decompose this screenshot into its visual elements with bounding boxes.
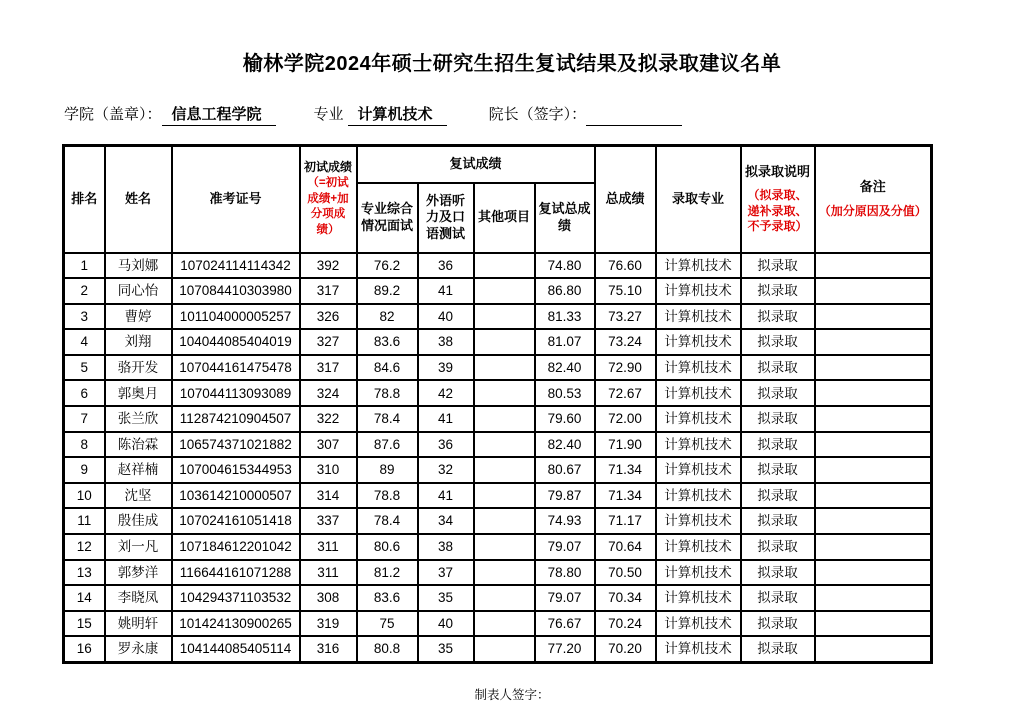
- cell-rank: 9: [64, 457, 105, 483]
- cell-remark: [815, 406, 932, 432]
- cell-foreign_language: 36: [418, 253, 474, 279]
- cell-initial_score: 316: [300, 636, 357, 662]
- cell-foreign_language: 35: [418, 585, 474, 611]
- cell-foreign_language: 35: [418, 636, 474, 662]
- table-row: [64, 585, 932, 611]
- college-label: 学院（盖章）：: [64, 106, 162, 123]
- cell-total_score: 72.90: [595, 355, 656, 381]
- cell-total_score: 71.17: [595, 508, 656, 534]
- cell-total_score: 70.64: [595, 534, 656, 560]
- cell-other_items: [474, 611, 535, 637]
- college-value: 信息工程学院: [162, 103, 276, 126]
- cell-retest_total: 79.87: [535, 483, 595, 509]
- cell-name: 姚明轩: [105, 611, 172, 637]
- cell-admission_major: 计算机技术: [656, 508, 741, 534]
- header-total-score: 总成绩: [595, 146, 656, 253]
- cell-initial_score: 319: [300, 611, 357, 637]
- header-exam-id: 准考证号: [172, 146, 300, 253]
- cell-admission_major: 计算机技术: [656, 304, 741, 330]
- cell-initial_score: 324: [300, 380, 357, 406]
- cell-foreign_language: 36: [418, 432, 474, 458]
- header-other-items: 其他项目: [474, 183, 535, 253]
- table-row: [64, 611, 932, 637]
- cell-admission_major: 计算机技术: [656, 483, 741, 509]
- cell-remark: [815, 380, 932, 406]
- cell-foreign_language: 39: [418, 355, 474, 381]
- cell-retest_total: 77.20: [535, 636, 595, 662]
- cell-other_items: [474, 560, 535, 586]
- cell-admission_note: 拟录取: [741, 253, 815, 279]
- cell-remark: [815, 329, 932, 355]
- header-retest-total: 复试总成绩: [535, 183, 595, 253]
- cell-remark: [815, 636, 932, 662]
- header-remark-label: 备注: [859, 179, 886, 195]
- cell-admission_note: 拟录取: [741, 432, 815, 458]
- cell-exam_id: 107044161475478: [172, 355, 300, 381]
- footer-signature: 制表人签字：: [474, 687, 550, 702]
- cell-interview: 75: [357, 611, 418, 637]
- cell-other_items: [474, 534, 535, 560]
- header-foreign-language: 外语听力及口语测试: [418, 183, 474, 253]
- table-row: [64, 534, 932, 560]
- cell-exam_id: 103614210000507: [172, 483, 300, 509]
- cell-rank: 4: [64, 329, 105, 355]
- cell-remark: [815, 508, 932, 534]
- cell-exam_id: 107084410303980: [172, 278, 300, 304]
- cell-remark: [815, 483, 932, 509]
- cell-remark: [815, 253, 932, 279]
- cell-initial_score: 326: [300, 304, 357, 330]
- cell-admission_major: 计算机技术: [656, 585, 741, 611]
- cell-interview: 82: [357, 304, 418, 330]
- cell-retest_total: 79.07: [535, 534, 595, 560]
- header-remark: [815, 146, 932, 253]
- cell-total_score: 71.34: [595, 457, 656, 483]
- cell-rank: 13: [64, 560, 105, 586]
- cell-name: 沈坚: [105, 483, 172, 509]
- cell-admission_note: 拟录取: [741, 406, 815, 432]
- cell-rank: 5: [64, 355, 105, 381]
- cell-total_score: 70.50: [595, 560, 656, 586]
- cell-total_score: 71.34: [595, 483, 656, 509]
- cell-total_score: 72.00: [595, 406, 656, 432]
- cell-total_score: 70.20: [595, 636, 656, 662]
- cell-remark: [815, 304, 932, 330]
- dean-signature-blank: [586, 108, 682, 126]
- cell-exam_id: 112874210904507: [172, 406, 300, 432]
- cell-admission_note: 拟录取: [741, 457, 815, 483]
- cell-initial_score: 310: [300, 457, 357, 483]
- cell-admission_note: 拟录取: [741, 636, 815, 662]
- cell-retest_total: 86.80: [535, 278, 595, 304]
- cell-retest_total: 76.67: [535, 611, 595, 637]
- cell-initial_score: 327: [300, 329, 357, 355]
- cell-name: 张兰欣: [105, 406, 172, 432]
- cell-initial_score: 314: [300, 483, 357, 509]
- cell-interview: 83.6: [357, 585, 418, 611]
- table-row: [64, 355, 932, 381]
- cell-name: 李晓凤: [105, 585, 172, 611]
- cell-other_items: [474, 432, 535, 458]
- table-row: [64, 304, 932, 330]
- table-row: [64, 380, 932, 406]
- header-admission-note-sub: （拟录取、递补录取、不予录取）: [747, 187, 808, 234]
- cell-other_items: [474, 380, 535, 406]
- cell-name: 郭奥月: [105, 380, 172, 406]
- cell-initial_score: 311: [300, 534, 357, 560]
- cell-admission_note: 拟录取: [741, 508, 815, 534]
- cell-name: 刘翔: [105, 329, 172, 355]
- dean-label: 院长（签字）：: [488, 106, 587, 123]
- cell-retest_total: 74.93: [535, 508, 595, 534]
- table-row: [64, 278, 932, 304]
- cell-retest_total: 74.80: [535, 253, 595, 279]
- cell-foreign_language: 38: [418, 329, 474, 355]
- cell-initial_score: 317: [300, 278, 357, 304]
- cell-foreign_language: 38: [418, 534, 474, 560]
- cell-rank: 14: [64, 585, 105, 611]
- cell-rank: 6: [64, 380, 105, 406]
- header-initial-score-label: 初试成绩: [303, 160, 352, 175]
- cell-admission_major: 计算机技术: [656, 560, 741, 586]
- header-name: 姓名: [105, 146, 172, 253]
- cell-other_items: [474, 253, 535, 279]
- header-retest-group: 复试成绩: [357, 146, 595, 183]
- header-admission-major: 录取专业: [656, 146, 741, 253]
- cell-rank: 10: [64, 483, 105, 509]
- cell-retest_total: 78.80: [535, 560, 595, 586]
- cell-total_score: 70.24: [595, 611, 656, 637]
- cell-foreign_language: 32: [418, 457, 474, 483]
- cell-admission_note: 拟录取: [741, 278, 815, 304]
- cell-admission_major: 计算机技术: [656, 457, 741, 483]
- cell-interview: 78.4: [357, 406, 418, 432]
- cell-interview: 76.2: [357, 253, 418, 279]
- cell-name: 赵祥楠: [105, 457, 172, 483]
- cell-rank: 2: [64, 278, 105, 304]
- cell-admission_note: 拟录取: [741, 585, 815, 611]
- cell-total_score: 71.90: [595, 432, 656, 458]
- cell-interview: 78.8: [357, 483, 418, 509]
- cell-retest_total: 81.07: [535, 329, 595, 355]
- cell-initial_score: 317: [300, 355, 357, 381]
- header-admission-note: [741, 146, 815, 253]
- cell-name: 曹婷: [105, 304, 172, 330]
- cell-exam_id: 107004615344953: [172, 457, 300, 483]
- cell-name: 郭梦洋: [105, 560, 172, 586]
- cell-admission_major: 计算机技术: [656, 432, 741, 458]
- table-row: [64, 508, 932, 534]
- cell-admission_note: 拟录取: [741, 560, 815, 586]
- cell-foreign_language: 42: [418, 380, 474, 406]
- cell-foreign_language: 41: [418, 278, 474, 304]
- cell-interview: 78.8: [357, 380, 418, 406]
- cell-initial_score: 392: [300, 253, 357, 279]
- table-row: [64, 253, 932, 279]
- cell-foreign_language: 41: [418, 483, 474, 509]
- table-body: [64, 253, 932, 663]
- cell-foreign_language: 40: [418, 304, 474, 330]
- cell-total_score: 70.34: [595, 585, 656, 611]
- cell-other_items: [474, 406, 535, 432]
- header-rank: 排名: [64, 146, 105, 253]
- cell-rank: 16: [64, 636, 105, 662]
- cell-interview: 87.6: [357, 432, 418, 458]
- cell-admission_major: 计算机技术: [656, 329, 741, 355]
- header-initial-score-note: （=初试成绩+加分项成绩）: [307, 176, 349, 237]
- cell-retest_total: 82.40: [535, 432, 595, 458]
- cell-initial_score: 307: [300, 432, 357, 458]
- cell-interview: 80.6: [357, 534, 418, 560]
- cell-name: 骆开发: [105, 355, 172, 381]
- cell-admission_major: 计算机技术: [656, 253, 741, 279]
- cell-remark: [815, 560, 932, 586]
- major-value: 计算机技术: [348, 103, 447, 126]
- cell-other_items: [474, 457, 535, 483]
- cell-other_items: [474, 483, 535, 509]
- cell-retest_total: 80.67: [535, 457, 595, 483]
- cell-admission_note: 拟录取: [741, 304, 815, 330]
- cell-exam_id: 107044113093089: [172, 380, 300, 406]
- cell-remark: [815, 432, 932, 458]
- cell-admission_major: 计算机技术: [656, 611, 741, 637]
- cell-other_items: [474, 304, 535, 330]
- cell-interview: 80.8: [357, 636, 418, 662]
- cell-other_items: [474, 329, 535, 355]
- cell-admission_major: 计算机技术: [656, 355, 741, 381]
- cell-interview: 81.2: [357, 560, 418, 586]
- cell-initial_score: 308: [300, 585, 357, 611]
- cell-rank: 1: [64, 253, 105, 279]
- cell-remark: [815, 585, 932, 611]
- cell-rank: 7: [64, 406, 105, 432]
- cell-initial_score: 337: [300, 508, 357, 534]
- table-row: [64, 432, 932, 458]
- cell-admission_note: 拟录取: [741, 380, 815, 406]
- cell-admission_major: 计算机技术: [656, 636, 741, 662]
- cell-name: 马刘娜: [105, 253, 172, 279]
- cell-other_items: [474, 636, 535, 662]
- cell-remark: [815, 278, 932, 304]
- cell-admission_note: 拟录取: [741, 329, 815, 355]
- table-row: [64, 457, 932, 483]
- cell-admission_note: 拟录取: [741, 355, 815, 381]
- major-label: 专业: [313, 106, 344, 123]
- table-row: [64, 483, 932, 509]
- cell-exam_id: 107024114114342: [172, 253, 300, 279]
- cell-other_items: [474, 585, 535, 611]
- cell-retest_total: 79.60: [535, 406, 595, 432]
- table-row: [64, 329, 932, 355]
- cell-name: 同心怡: [105, 278, 172, 304]
- cell-rank: 11: [64, 508, 105, 534]
- header-remark-sub: （加分原因及分值）: [818, 203, 927, 218]
- cell-remark: [815, 457, 932, 483]
- cell-interview: 83.6: [357, 329, 418, 355]
- results-table: [62, 144, 933, 664]
- cell-total_score: 76.60: [595, 253, 656, 279]
- cell-exam_id: 107024161051418: [172, 508, 300, 534]
- page-title: 榆林学院2024年硕士研究生招生复试结果及拟录取建议名单: [242, 53, 782, 75]
- cell-retest_total: 81.33: [535, 304, 595, 330]
- cell-other_items: [474, 278, 535, 304]
- cell-retest_total: 80.53: [535, 380, 595, 406]
- cell-foreign_language: 34: [418, 508, 474, 534]
- header-interview: 专业综合情况面试: [357, 183, 418, 253]
- cell-rank: 3: [64, 304, 105, 330]
- cell-rank: 12: [64, 534, 105, 560]
- header-admission-note-label: 拟录取说明: [745, 163, 811, 179]
- cell-rank: 15: [64, 611, 105, 637]
- cell-exam_id: 107184612201042: [172, 534, 300, 560]
- cell-total_score: 73.24: [595, 329, 656, 355]
- cell-total_score: 72.67: [595, 380, 656, 406]
- cell-name: 罗永康: [105, 636, 172, 662]
- cell-exam_id: 101104000005257: [172, 304, 300, 330]
- cell-rank: 8: [64, 432, 105, 458]
- table-row: [64, 560, 932, 586]
- cell-retest_total: 82.40: [535, 355, 595, 381]
- cell-total_score: 73.27: [595, 304, 656, 330]
- meta-line: [64, 103, 1024, 126]
- cell-interview: 84.6: [357, 355, 418, 381]
- cell-remark: [815, 355, 932, 381]
- cell-exam_id: 116644161071288: [172, 560, 300, 586]
- cell-exam_id: 106574371021882: [172, 432, 300, 458]
- cell-admission_major: 计算机技术: [656, 534, 741, 560]
- cell-foreign_language: 37: [418, 560, 474, 586]
- cell-total_score: 75.10: [595, 278, 656, 304]
- cell-foreign_language: 41: [418, 406, 474, 432]
- cell-exam_id: 104294371103532: [172, 585, 300, 611]
- cell-initial_score: 322: [300, 406, 357, 432]
- cell-remark: [815, 534, 932, 560]
- cell-remark: [815, 611, 932, 637]
- cell-admission_major: 计算机技术: [656, 406, 741, 432]
- table-header: [64, 146, 932, 253]
- cell-interview: 89.2: [357, 278, 418, 304]
- cell-retest_total: 79.07: [535, 585, 595, 611]
- cell-other_items: [474, 508, 535, 534]
- cell-admission_major: 计算机技术: [656, 278, 741, 304]
- cell-foreign_language: 40: [418, 611, 474, 637]
- cell-interview: 78.4: [357, 508, 418, 534]
- cell-exam_id: 104044085404019: [172, 329, 300, 355]
- header-initial-score: [300, 146, 357, 253]
- table-row: [64, 406, 932, 432]
- cell-admission_note: 拟录取: [741, 611, 815, 637]
- cell-exam_id: 104144085405114: [172, 636, 300, 662]
- table-row: [64, 636, 932, 662]
- cell-name: 刘一凡: [105, 534, 172, 560]
- cell-initial_score: 311: [300, 560, 357, 586]
- cell-name: 陈治霖: [105, 432, 172, 458]
- cell-exam_id: 101424130900265: [172, 611, 300, 637]
- cell-admission_note: 拟录取: [741, 483, 815, 509]
- cell-admission_major: 计算机技术: [656, 380, 741, 406]
- cell-admission_note: 拟录取: [741, 534, 815, 560]
- cell-other_items: [474, 355, 535, 381]
- cell-interview: 89: [357, 457, 418, 483]
- cell-name: 殷佳成: [105, 508, 172, 534]
